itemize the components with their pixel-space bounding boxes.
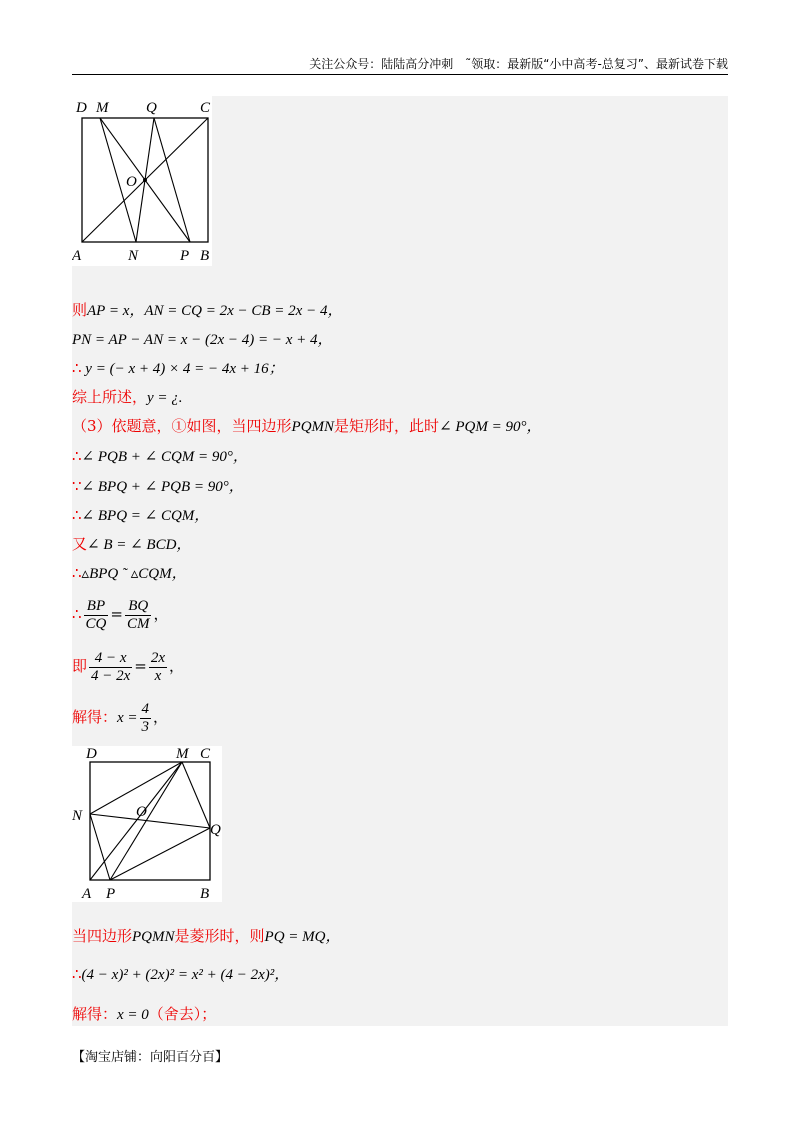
label-N: N	[128, 248, 139, 264]
line-15: ∴(4 − x)² + (2x)² = x² + (4 − 2x)²，	[72, 965, 290, 983]
label-Q: Q	[146, 100, 157, 116]
label-M: M	[176, 746, 189, 762]
label-C: C	[200, 100, 211, 116]
line-4: 综上所述，y = ¿.	[72, 388, 183, 406]
label-B: B	[200, 248, 210, 264]
line-5: （3）依题意，①如图，当四边形PQMN是矩形时，此时∠ PQM = 90°，	[72, 417, 542, 435]
label-Q: Q	[210, 822, 221, 838]
label-D: D	[86, 746, 97, 762]
line-10: ∴▵BPQ ˜ ▵CQM，	[72, 564, 187, 582]
line-13-solution: 解得：x = $\frac{4}{3}$ ，	[72, 700, 169, 735]
line-16: 解得：x = 0（舍去）；	[72, 1005, 217, 1023]
line-12-equation: 即 $\frac{4 - x}{4 - 2x}$ = $\frac{2x}{x}$ ，	[72, 649, 185, 684]
label-D: D	[76, 100, 87, 116]
label-P: P	[180, 248, 190, 264]
line-8: ∴∠ BPQ = ∠ CQM，	[72, 506, 210, 524]
line-1: 则AP = x，AN = CQ = 2x − CB = 2x − 4，	[72, 301, 343, 319]
label-A: A	[82, 886, 92, 902]
label-P: P	[106, 886, 116, 902]
line-14: 当四边形PQMN是菱形时，则PQ = MQ，	[72, 927, 341, 945]
figure-square-1	[72, 96, 212, 266]
line-2: PN = AP − AN = x − (2x − 4) = − x + 4，	[72, 332, 333, 348]
line-7: ∵∠ BPQ + ∠ PQB = 90°，	[72, 477, 244, 495]
line-6: ∴∠ PQB + ∠ CQM = 90°，	[72, 447, 248, 465]
solution-content	[72, 96, 728, 1026]
figure-square-2	[72, 746, 222, 902]
label-O: O	[136, 804, 147, 820]
page-header: 关注公众号：陆陆高分冲刺 ˜领取：最新版“小中高考-总复习”、最新试卷下载	[72, 56, 728, 75]
label-B: B	[200, 886, 210, 902]
line-3: ∴ y = (− x + 4) × 4 = − 4x + 16；	[72, 359, 284, 377]
line-9: 又∠ B = ∠ BCD，	[72, 535, 192, 553]
line-11-proportion: ∴ $\frac{BP}{CQ}$ = $\frac{BQ}{CM}$ ，	[72, 597, 169, 632]
label-N: N	[72, 808, 83, 824]
label-M: M	[96, 100, 109, 116]
label-C: C	[200, 746, 211, 762]
label-O: O	[126, 174, 137, 190]
label-A: A	[72, 248, 82, 264]
page-footer: 【淘宝店铺：向阳百分百】	[72, 1050, 229, 1065]
